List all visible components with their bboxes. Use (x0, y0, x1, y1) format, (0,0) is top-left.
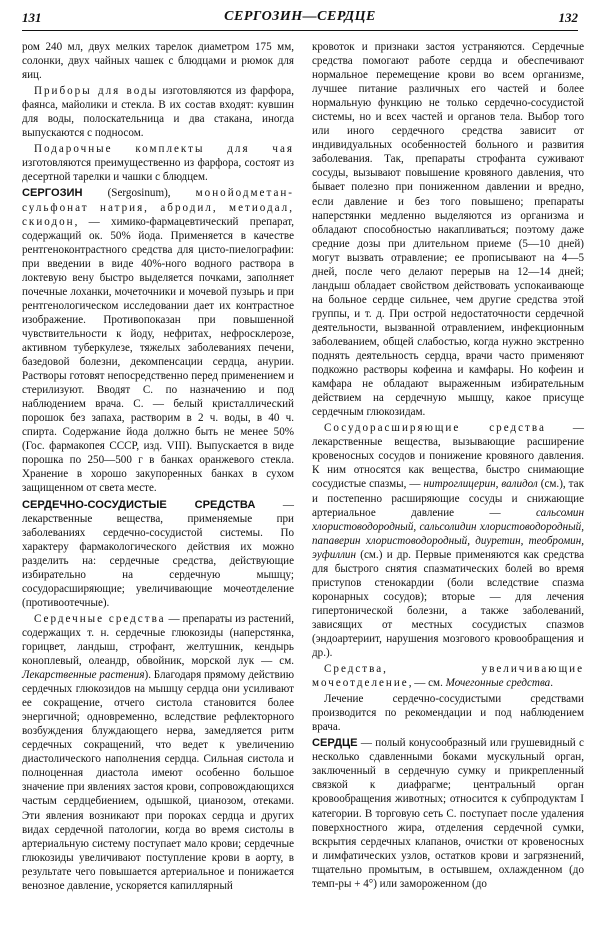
right-column (312, 40, 584, 891)
page-number-left: 131 (22, 10, 42, 25)
gift-sets-text: изготовляются преимущественно из фарфора, состоят из десертной тарелки и чашки с блюдцем. (22, 157, 294, 184)
gift-sets-term: Подарочные комплекты для чая (34, 143, 294, 156)
vasodilators-drugs-2: сальсомин хлористоводородный, сальсолидин хлористоводородный, папаверин хлористоводородный, диуретин, теобромин, эуфиллин (312, 506, 584, 561)
water-sets-text: изготовляются из фарфора, фаянса, майолики и стекла. В их состав входят: кувшин для воды, полоскательница и два стакана, иногда выпускаются с подносом. (22, 85, 294, 140)
entry-cardiovascular (22, 498, 294, 610)
cardiac-agents-ref: Лекарственные растения (22, 669, 145, 682)
vasodilators-text-3: (см.) и др. Первые применяются как средства для быстрого снятия спазматических болей во время приступов стенокардии (боли вследствие спазма коронарных сосудов); вторые — для лечения гипертонической болезни, а также заболеваний, зависящих от местных сосудистых спазмов (эндоартериит, нарушения мозгового кровообращения и др.). (312, 548, 584, 660)
running-title: СЕРГОЗИН—СЕРДЦЕ (224, 9, 376, 24)
sergozin-text: , — химико-фармацевтический препарат, содержащий ок. 50% йода. Применяется в качестве рентгеноконтрастного средства для цисто-пиелографии: при введении в виде 40%-ного водного раствора в локтевую вену быстро выделяется почками, заполняет почечные лоханки, мочеточники и мочевой пузырь и при рентгенологическом исследовании дает их контрастное изображение. Противопоказан при повышенной чувствительности к йоду, нефритах, нефросклерозе, активном туберкулезе, тяжелых заболеваниях печени, базедовой болезни, декомпенсации сердца, анурии. Растворы готовят непосредственно перед применением и стерилизуют. Вводят С. по назначению и под наблюдением врача. С. — белый кристаллический порошок без запаха, растворим в 2 ч. воды, в 40 ч. спирта. Содержание йода должно быть не менее 50% (Гос. фармакопея СССР, изд. VIII). Выпускается в виде порошка по 250—500 г в банках оранжевого стекла. Хранение в хорошо закупоренных банках в сухом защищенном от света месте. (22, 215, 294, 495)
diuretics-term: Средства, увеличивающие мочеотделение (312, 663, 584, 690)
entry-headword-sergozin: СЕРГОЗИН (22, 187, 83, 200)
vasodilators-drugs-1: нитроглицерин, валидол (423, 478, 538, 491)
diuretics-ref: Мочегонные средства (445, 677, 551, 690)
water-sets-term: Приборы для воды (34, 85, 159, 98)
diuretics-end: . (550, 677, 554, 690)
treatment-note: Лечение сердечно-сосудистыми средствами производится по рекомендации и под наблюдением врача. (312, 693, 584, 734)
continued-paragraph: ром 240 мл, двух мелких тарелок диаметром 175 мм, солонки, двух чайных чашек с блюдцами и рюмок для яиц. (22, 41, 294, 82)
cardiac-agents-text-2: ). Благодаря прямому действию сердечных глюкозидов на мышцу сердца они усиливают ее сокращение, отчего систола становится более энергичной; одновременно, вследствие рефлекторного возбуждения блуждающего нерва, замедляется ритм сердечных сокращений, что ведет к увеличению диастолического наполнения сердца. Сильная систола и полноценная диастола имеют особенно большое значение при явлениях застоя крови, сопровождающихся частым сердцебиением, одышкой, цианозом, отеками. Эти явления возникают при пороках сердца и других видах сердечной патологии, когда во время систолы в артериальную систему поступает мало крови; сердечные глюкозиды увеличивают поступление крови в аорту, в результате чего повышается артериальное и понижается венозное давление, ускоряется капиллярный (22, 669, 294, 892)
page-number-right: 132 (558, 10, 578, 25)
cardiac-agents-paragraph (22, 612, 294, 893)
vasodilators-term: Сосудорасширяющие средства (324, 422, 546, 435)
heart-text: — полый конусообразный или грушевидный с несколько сдавленными боками мускульный орган, заключенный в сердечную сумку и прикрепленный связкой к диафрагме; центральный орган кровообращения животных; относится к субпродуктам I категории. В торговую сеть С. поступает после удаления поверхностного жира, отделения сердечной сумки, вскрытия сердечных клапанов, очистки от кровеносных и лимфатических узлов, остатков крови и загрязнений, тщательно промытым, в остывшем, охлажденном (до темп-ры + 4°) или замороженном (до (312, 737, 584, 890)
diuretics-paragraph (312, 662, 584, 690)
left-column (22, 40, 294, 893)
page-header (22, 6, 578, 31)
cardiovascular-text: — лекарственные вещества, применяемые при заболеваниях сердечно-сосудистой системы. По характеру фармакологического действия их можно разделить на: сердечные средства, действующие избирательно на сердечную мышцу; сосудорасширяющие; увеличивающие мочеотделение (противоотечные). (22, 498, 294, 609)
gift-sets-paragraph (22, 142, 294, 184)
water-sets-paragraph (22, 84, 294, 140)
vasodilators-text-1: — лекарственные вещества, вызывающие расширение кровеносных сосудов и понижение кровяного давления. К ним относятся как вещества, быстро снимающие сосудистые спазмы, — (312, 422, 584, 491)
cardiac-agents-term: Сердечные средства (34, 612, 166, 625)
entry-heart (312, 736, 584, 891)
sergozin-latin: (Sergosinum), (82, 187, 196, 200)
entry-headword-heart: СЕРДЦЕ (312, 737, 358, 750)
entry-headword-cardiovascular: СЕРДЕЧНО-СОСУДИСТЫЕ СРЕДСТВА (22, 498, 256, 511)
diuretics-text: , — см. (408, 677, 446, 690)
vasodilators-text-2: (см.), так и постепенно расширяющие сосуды и снижающие артериальное давление — (312, 478, 584, 519)
sergozin-synonyms: монойодметан-сульфонат натрия, абродил, метиодал, скиодон (22, 187, 294, 228)
cardiac-agents-text-1: — препараты из растений, содержащих т. н. сердечные глюкозиды (наперстянка, горицвет, ландыш, строфант, желтушник, кендырь коноплевый, олеандр, обвойник, морской лук — см. (22, 612, 295, 668)
vasodilators-paragraph (312, 421, 584, 660)
entry-sergozin (22, 186, 294, 495)
cardiac-continued-paragraph: кровоток и признаки застоя устраняются. Сердечные средства помогают работе сердца и обеспечивают нормальное перемещение крови во всем организме, лучшее питание различных его частей и более нормальную функцию не только сердечно-сосудистой системы, но и всех частей и органов тела. Выбор того или иного сердечного средства зависит от индивидуальных особенностей больного и развития заболевания. Так, препараты строфанта суживают сосуды, вызывают повышение кровяного давления, что бывает полезно при пониженном давлении и вредно, если давление и без того повышено; препараты наперстянки медленно выделяются из организма и обладают способностью накапливаться; поэтому даже средние дозы при длительном приеме (5—10 дней) могут вызвать отравление; ее прописывают на 4—5 дней, после чего делают перерыв на 12—14 дней; ландыш обладает свойством действовать успокаивающе на больное сердце сильнее, чем другие средства этой группы, и т. д. При острой недостаточности сердечной деятельности, вызванной отравлением, инфекционным заболеванием, общей слабостью, когда нужно экстренно поднять деятельность сердца, врачи часто применяют подкожно растворы кофеина и камфары. Но кофеин и камфара не обладают выраженным избирательным действием на сердечную мышцу, какое присуще сердечным глюкозидам. (312, 41, 584, 419)
